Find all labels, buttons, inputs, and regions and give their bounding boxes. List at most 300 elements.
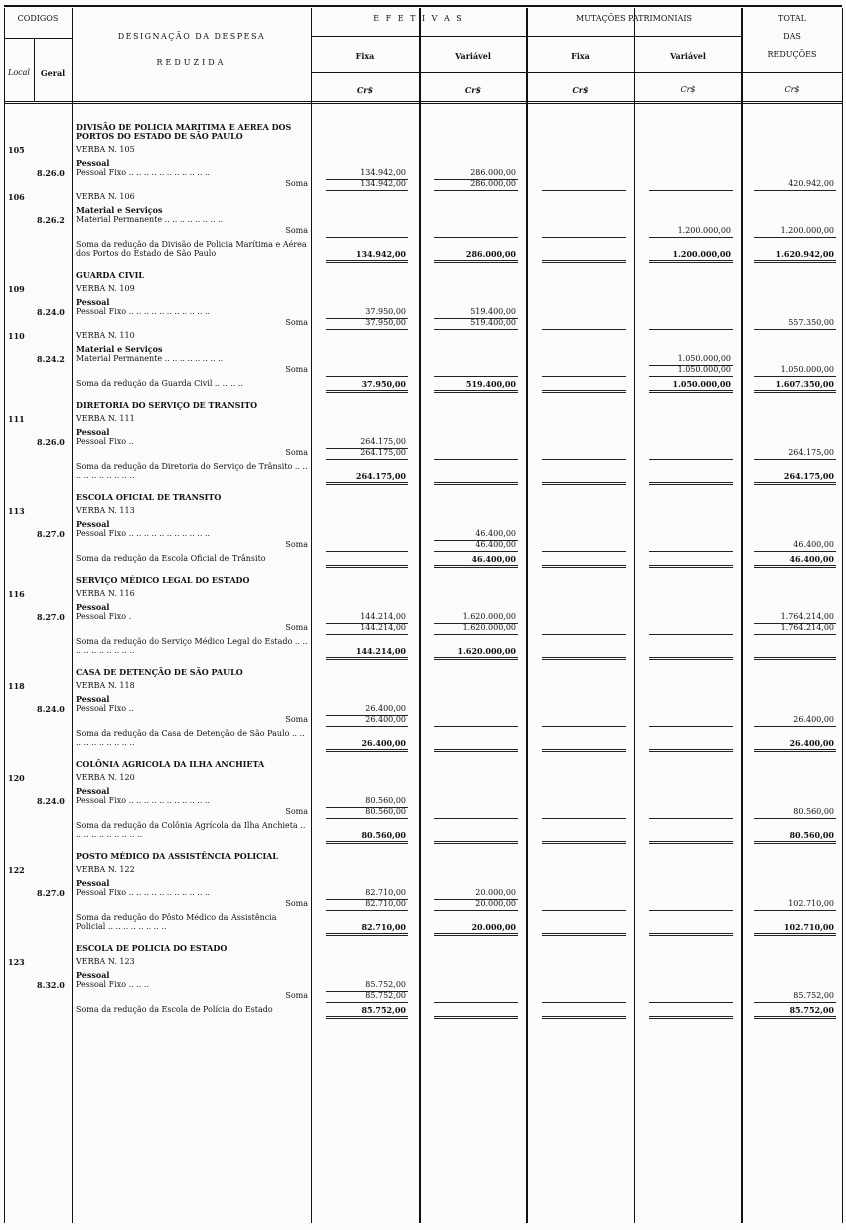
- category-label: Pessoal: [76, 694, 110, 704]
- sum-double-underline: [542, 935, 626, 936]
- sum-double-underline: [434, 262, 518, 263]
- sum-underline: [649, 551, 733, 552]
- sum-underline: [434, 565, 518, 566]
- sum-double-underline: [434, 659, 518, 660]
- amount-mu-var: 1.200.000,00: [677, 226, 731, 235]
- rule-efetivas-end: [526, 8, 528, 1223]
- sum-underline: [649, 459, 733, 460]
- amount-ef-var: 20.000,00: [475, 899, 516, 908]
- rule-left: [4, 8, 5, 1223]
- code-geral: 8.27.0: [37, 529, 65, 539]
- amount-ef-fixa: 264.175,00: [360, 437, 406, 446]
- item-description: VERBA N. 122: [76, 865, 135, 874]
- sum-underline: [542, 390, 626, 391]
- amount-mu-var: 1.050.000,00: [677, 354, 731, 363]
- sum-underline: [754, 726, 836, 727]
- rule-right: [842, 8, 843, 1223]
- sum-underline: [434, 841, 518, 842]
- amount-ef-fixa: 144.214,00: [360, 612, 406, 621]
- amount-ef-fixa: 80.560,00: [365, 796, 406, 805]
- header-reduzida: REDUZIDA: [156, 58, 227, 67]
- sum-underline: [542, 459, 626, 460]
- item-label: Pessoal Fixo .. .. .. .. .. .. .. .. .. .. ..: [76, 168, 211, 177]
- sum-underline: [754, 818, 836, 819]
- sum-double-underline: [434, 392, 518, 393]
- sum-underline: [434, 329, 518, 330]
- amount-ef-fixa: 37.950,00: [361, 379, 406, 389]
- item-description: [76, 345, 308, 363]
- code-geral: 8.26.2: [37, 215, 65, 225]
- sum-double-underline: [326, 843, 408, 844]
- code-local: 122: [8, 865, 25, 875]
- sum-underline: [542, 551, 626, 552]
- sum-underline: [754, 910, 836, 911]
- rule-header-bottom: [4, 101, 842, 104]
- section-title: SERVIÇO MÉDICO LEGAL DO ESTADO: [76, 575, 250, 585]
- sum-double-underline: [326, 567, 408, 568]
- amount-ef-var: 519.400,00: [470, 307, 516, 316]
- sum-underline: [326, 565, 408, 566]
- item-description: VERBA N. 120: [76, 773, 135, 782]
- sum-label: Soma: [285, 318, 308, 327]
- sum-underline: [649, 657, 733, 658]
- item-label: Pessoal Fixo .: [76, 612, 132, 621]
- sum-label: Soma: [285, 991, 308, 1000]
- sum-double-underline: [754, 659, 836, 660]
- code-geral: 8.26.0: [37, 437, 65, 447]
- rule-codes-sub: [4, 38, 72, 39]
- amount-ef-fixa: 82.710,00: [365, 888, 406, 897]
- amount-total: 1.620.942,00: [775, 249, 834, 259]
- header-currency: Cr$: [356, 85, 374, 95]
- item-description: Soma da redução da Escola de Polícia do Estado: [76, 1005, 273, 1014]
- sum-double-underline: [754, 843, 836, 844]
- amount-ef-fixa: 134.942,00: [360, 179, 406, 188]
- amount-ef-var: 286.000,00: [465, 249, 516, 259]
- sum-underline: [649, 390, 733, 391]
- item-description: [76, 695, 308, 713]
- amount-total: 46.400,00: [793, 540, 834, 549]
- item-description: [76, 428, 308, 446]
- amount-ef-fixa: 264.175,00: [360, 448, 406, 457]
- sum-label: Soma: [285, 448, 308, 457]
- amount-total: 264.175,00: [783, 471, 834, 481]
- sum-underline: [542, 1016, 626, 1017]
- item-description: [76, 971, 308, 989]
- code-local: 118: [8, 681, 25, 691]
- sum-underline: [542, 726, 626, 727]
- section-title: ESCOLA DE POLICIA DO ESTADO: [76, 943, 228, 953]
- item-description: VERBA N. 106: [76, 192, 135, 201]
- item-description: Soma da redução da Divisão de Policia Marítima e Aérea dos Portos do Estado de São Paulo: [76, 240, 307, 258]
- sum-double-underline: [649, 751, 733, 752]
- rule-mutacoes-mid: [634, 8, 635, 1223]
- sum-underline: [434, 237, 518, 238]
- item-description: Soma da redução do Pôsto Médico da Assistência Policial .. .. .. .. .. .. .. ..: [76, 913, 277, 931]
- code-geral: 8.24.2: [37, 354, 65, 364]
- sum-underline: [542, 190, 626, 191]
- item-description: VERBA N. 109: [76, 284, 135, 293]
- sum-double-underline: [542, 567, 626, 568]
- sum-underline: [326, 1002, 408, 1003]
- amount-ef-fixa: 80.560,00: [365, 807, 406, 816]
- sum-double-underline: [326, 935, 408, 936]
- header-designacao: DESIGNAÇÃO DA DESPESA: [117, 32, 266, 41]
- amount-ef-var: 20.000,00: [471, 922, 516, 932]
- code-local: 116: [8, 589, 25, 599]
- code-geral: 8.24.0: [37, 307, 65, 317]
- section-title: ESCOLA OFICIAL DE TRANSITO: [76, 492, 222, 502]
- amount-ef-fixa: 85.752,00: [361, 1005, 406, 1015]
- amount-mu-var: 1.050.000,00: [677, 365, 731, 374]
- sum-underline: [754, 482, 836, 483]
- sum-double-underline: [649, 843, 733, 844]
- amount-ef-fixa: 134.942,00: [360, 168, 406, 177]
- item-description: [76, 787, 308, 805]
- item-description: [76, 298, 308, 316]
- sum-underline: [649, 634, 733, 635]
- sum-underline: [434, 190, 518, 191]
- amount-total: 1.764.214,00: [780, 612, 834, 621]
- sum-label: Soma: [285, 365, 308, 374]
- amount-ef-fixa: 85.752,00: [365, 980, 406, 989]
- amount-ef-var: 46.400,00: [475, 529, 516, 538]
- section-title: DIVISÃO DE POLICIA MARITIMA E AEREA DOS PORTOS DO ESTADO DE SÃO PAULO: [76, 122, 292, 141]
- amount-ef-var: 46.400,00: [471, 554, 516, 564]
- sum-underline: [754, 376, 836, 377]
- code-geral: 8.32.0: [37, 980, 65, 990]
- amount-mu-var: 1.050.000,00: [672, 379, 731, 389]
- sum-underline: [542, 910, 626, 911]
- sum-underline: [649, 1016, 733, 1017]
- sum-underline: [754, 237, 836, 238]
- amount-total: 1.200.000,00: [780, 226, 834, 235]
- amount-ef-fixa: 26.400,00: [361, 738, 406, 748]
- code-geral: 8.24.0: [37, 796, 65, 806]
- sum-underline: [326, 1016, 408, 1017]
- sum-underline: [542, 565, 626, 566]
- sum-underline: [326, 933, 408, 934]
- sum-underline: [754, 260, 836, 261]
- sum-double-underline: [434, 484, 518, 485]
- sum-double-underline: [754, 1018, 836, 1019]
- sum-underline: [649, 329, 733, 330]
- sum-underline: [649, 933, 733, 934]
- sum-underline: [754, 1016, 836, 1017]
- sum-double-underline: [649, 392, 733, 393]
- sum-double-underline: [326, 1018, 408, 1019]
- sum-underline: [434, 482, 518, 483]
- sum-underline: [326, 551, 408, 552]
- header-total-3: REDUÇÕES: [767, 50, 817, 59]
- sum-double-underline: [434, 843, 518, 844]
- sum-underline: [754, 565, 836, 566]
- category-label: Pessoal: [76, 519, 110, 529]
- item-label: Pessoal Fixo .. .. .. .. .. .. .. .. .. .. ..: [76, 796, 211, 805]
- sum-underline: [326, 390, 408, 391]
- sum-double-underline: [754, 935, 836, 936]
- section-title: DIRETORIA DO SERVIÇO DE TRANSITO: [76, 400, 258, 410]
- code-geral: 8.27.0: [37, 888, 65, 898]
- category-label: Pessoal: [76, 427, 110, 437]
- amount-total: 46.400,00: [789, 554, 834, 564]
- sum-double-underline: [754, 262, 836, 263]
- category-label: Pessoal: [76, 970, 110, 980]
- sum-underline: [649, 376, 733, 377]
- code-local: 111: [8, 414, 25, 424]
- amount-total: 80.560,00: [793, 807, 834, 816]
- sum-label: Soma: [285, 899, 308, 908]
- sum-underline: [649, 260, 733, 261]
- amount-ef-var: 286.000,00: [470, 179, 516, 188]
- sum-underline: [649, 910, 733, 911]
- item-description: Soma da redução da Casa de Detenção de São Paulo .. .. .. .. .. .. .. .. .. ..: [76, 729, 305, 747]
- item-description: VERBA N. 123: [76, 957, 135, 966]
- sum-underline: [542, 933, 626, 934]
- rule-currency: [311, 72, 842, 73]
- code-geral: 8.24.0: [37, 704, 65, 714]
- amount-ef-fixa: 144.214,00: [355, 646, 406, 656]
- sum-underline: [326, 237, 408, 238]
- item-label: Pessoal Fixo .. .. .. .. .. .. .. .. .. .. ..: [76, 888, 211, 897]
- item-description: VERBA N. 110: [76, 331, 135, 340]
- item-label: Pessoal Fixo .. .. ..: [76, 980, 149, 989]
- sum-underline: [542, 329, 626, 330]
- sum-label: Soma: [285, 540, 308, 549]
- sum-double-underline: [434, 567, 518, 568]
- sum-double-underline: [754, 751, 836, 752]
- amount-ef-fixa: 37.950,00: [365, 307, 406, 316]
- sum-label: Soma: [285, 715, 308, 724]
- amount-ef-fixa: 85.752,00: [365, 991, 406, 1000]
- amount-ef-fixa: 144.214,00: [360, 623, 406, 632]
- sum-double-underline: [649, 484, 733, 485]
- sum-underline: [326, 910, 408, 911]
- item-description: [76, 879, 308, 897]
- sum-underline: [649, 190, 733, 191]
- sum-double-underline: [754, 484, 836, 485]
- code-local: 106: [8, 192, 25, 202]
- category-label: Pessoal: [76, 878, 110, 888]
- sum-underline: [434, 376, 518, 377]
- item-description: Soma da redução do Serviço Médico Legal do Estado .. .. .. .. .. .. .. .. .. ..: [76, 637, 308, 655]
- sum-underline: [434, 657, 518, 658]
- item-label: Material Permanente .. .. .. .. .. .. .. ..: [76, 354, 224, 363]
- amount-total: 557.350,00: [788, 318, 834, 327]
- amount-ef-var: 1.620.000,00: [462, 612, 516, 621]
- amount-ef-var: 46.400,00: [475, 540, 516, 549]
- sum-underline: [434, 910, 518, 911]
- item-description: Soma da redução da Diretoria do Serviço de Trânsito .. .. .. .. .. .. .. .. .. ..: [76, 462, 308, 480]
- sum-underline: [754, 459, 836, 460]
- sum-double-underline: [434, 751, 518, 752]
- amount-ef-fixa: 82.710,00: [365, 899, 406, 908]
- amount-total: 85.752,00: [793, 991, 834, 1000]
- sum-underline: [754, 329, 836, 330]
- sum-underline: [542, 482, 626, 483]
- sum-double-underline: [649, 935, 733, 936]
- amount-ef-fixa: 26.400,00: [365, 715, 406, 724]
- sum-underline: [326, 726, 408, 727]
- sum-underline: [434, 459, 518, 460]
- sum-underline: [326, 376, 408, 377]
- header-local: Local: [8, 68, 30, 77]
- item-label: Pessoal Fixo ..: [76, 437, 134, 446]
- amount-ef-var: 20.000,00: [475, 888, 516, 897]
- sum-underline: [542, 749, 626, 750]
- sum-double-underline: [754, 567, 836, 568]
- sum-double-underline: [326, 392, 408, 393]
- sum-underline: [542, 841, 626, 842]
- category-label: Pessoal: [76, 158, 110, 168]
- sum-underline: [754, 749, 836, 750]
- code-local: 110: [8, 331, 25, 341]
- sum-underline: [754, 657, 836, 658]
- sum-underline: [754, 634, 836, 635]
- sum-double-underline: [542, 843, 626, 844]
- sum-underline: [649, 818, 733, 819]
- sum-double-underline: [542, 751, 626, 752]
- sum-underline: [326, 657, 408, 658]
- item-description: Soma da redução da Colônia Agrícola da Ilha Anchieta .. .. .. .. .. .. .. .. .. ..: [76, 821, 306, 839]
- sum-label: Soma: [285, 623, 308, 632]
- sum-underline: [542, 818, 626, 819]
- sum-double-underline: [326, 484, 408, 485]
- sum-underline: [326, 190, 408, 191]
- sum-underline: [434, 260, 518, 261]
- sum-underline: [542, 376, 626, 377]
- sum-underline: [434, 1016, 518, 1017]
- item-description: Soma da redução da Escola Oficial de Trânsito: [76, 554, 266, 563]
- sum-underline: [649, 482, 733, 483]
- rule-top: [4, 5, 842, 7]
- header-currency: Cr$: [572, 85, 589, 95]
- sum-underline: [542, 237, 626, 238]
- amount-total: 26.400,00: [793, 715, 834, 724]
- code-geral: 8.27.0: [37, 612, 65, 622]
- header-currency: Cr$: [464, 85, 482, 95]
- amount-total: 1.607.350,00: [775, 379, 834, 389]
- sum-underline: [754, 390, 836, 391]
- header-geral: Geral: [40, 68, 66, 78]
- sum-underline: [542, 1002, 626, 1003]
- rule-group-sub: [311, 36, 741, 37]
- amount-total: 1.050.000,00: [780, 365, 834, 374]
- item-label: Pessoal Fixo ..: [76, 704, 134, 713]
- amount-total: 420.942,00: [788, 179, 834, 188]
- sum-underline: [542, 657, 626, 658]
- header-currency: Cr$: [680, 85, 696, 94]
- sum-underline: [542, 634, 626, 635]
- amount-ef-fixa: 26.400,00: [365, 704, 406, 713]
- sum-double-underline: [649, 659, 733, 660]
- code-local: 120: [8, 773, 25, 783]
- sum-underline: [434, 390, 518, 391]
- header-currency: Cr$: [784, 85, 800, 94]
- sum-label: Soma: [285, 226, 308, 235]
- amount-ef-var: 286.000,00: [470, 168, 516, 177]
- sum-underline: [326, 841, 408, 842]
- sum-double-underline: [434, 1018, 518, 1019]
- sum-double-underline: [326, 751, 408, 752]
- sum-underline: [649, 1002, 733, 1003]
- sum-double-underline: [542, 392, 626, 393]
- sum-underline: [649, 726, 733, 727]
- amount-ef-var: 1.620.000,00: [457, 646, 516, 656]
- sum-double-underline: [542, 1018, 626, 1019]
- amount-total: 264.175,00: [788, 448, 834, 457]
- header-mutacoes-variavel: Variável: [670, 51, 706, 61]
- amount-total: 80.560,00: [789, 830, 834, 840]
- sum-double-underline: [326, 262, 408, 263]
- amount-total: 102.710,00: [783, 922, 834, 932]
- category-label: Pessoal: [76, 297, 110, 307]
- header-efetivas-variavel: Variável: [455, 51, 491, 61]
- item-description: [76, 520, 308, 538]
- section-title: CASA DE DETENÇÃO DE SÃO PAULO: [76, 667, 243, 677]
- item-description: VERBA N. 113: [76, 506, 135, 515]
- section-title: COLÔNIA AGRICOLA DA ILHA ANCHIETA: [76, 759, 265, 769]
- sum-underline: [754, 190, 836, 191]
- amount-ef-fixa: 37.950,00: [365, 318, 406, 327]
- amount-ef-fixa: 80.560,00: [361, 830, 406, 840]
- sum-underline: [434, 726, 518, 727]
- sum-underline: [434, 933, 518, 934]
- header-mutacoes: MUTAÇÕES PATRIMONIAIS: [576, 14, 692, 23]
- sum-underline: [326, 749, 408, 750]
- header-efetivas: E F E T I V A S: [373, 14, 464, 23]
- category-label: Pessoal: [76, 602, 110, 612]
- code-local: 123: [8, 957, 25, 967]
- code-geral: 8.26.0: [37, 168, 65, 178]
- sum-underline: [434, 1002, 518, 1003]
- item-description: [76, 206, 308, 224]
- sum-underline: [649, 237, 733, 238]
- item-description: [76, 159, 308, 177]
- amount-ef-fixa: 264.175,00: [355, 471, 406, 481]
- sum-underline: [326, 818, 408, 819]
- header-total-2: DAS: [783, 32, 801, 41]
- rule-desc: [311, 8, 312, 1223]
- category-label: Pessoal: [76, 786, 110, 796]
- item-label: Pessoal Fixo .. .. .. .. .. .. .. .. .. .. ..: [76, 307, 211, 316]
- sum-underline: [649, 841, 733, 842]
- sum-underline: [542, 260, 626, 261]
- amount-mu-var: 1.200.000,00: [672, 249, 731, 259]
- sum-underline: [434, 749, 518, 750]
- amount-ef-fixa: 82.710,00: [361, 922, 406, 932]
- amount-total: 26.400,00: [789, 738, 834, 748]
- header-codigos: CODIGOS: [17, 14, 59, 23]
- sum-double-underline: [542, 659, 626, 660]
- item-description: VERBA N. 105: [76, 145, 135, 154]
- header-total-1: TOTAL: [778, 14, 806, 23]
- section-title: GUARDA CIVIL: [76, 270, 145, 280]
- amount-total: 102.710,00: [788, 899, 834, 908]
- header-mutacoes-fixa: Fixa: [571, 51, 590, 61]
- sum-double-underline: [434, 935, 518, 936]
- sum-underline: [326, 482, 408, 483]
- sum-underline: [754, 551, 836, 552]
- sum-double-underline: [326, 659, 408, 660]
- amount-total: 85.752,00: [789, 1005, 834, 1015]
- sum-double-underline: [649, 567, 733, 568]
- sum-label: Soma: [285, 807, 308, 816]
- item-label: Pessoal Fixo .. .. .. .. .. .. .. .. .. .. ..: [76, 529, 211, 538]
- item-description: VERBA N. 111: [76, 414, 135, 423]
- sum-underline: [326, 459, 408, 460]
- sum-double-underline: [754, 392, 836, 393]
